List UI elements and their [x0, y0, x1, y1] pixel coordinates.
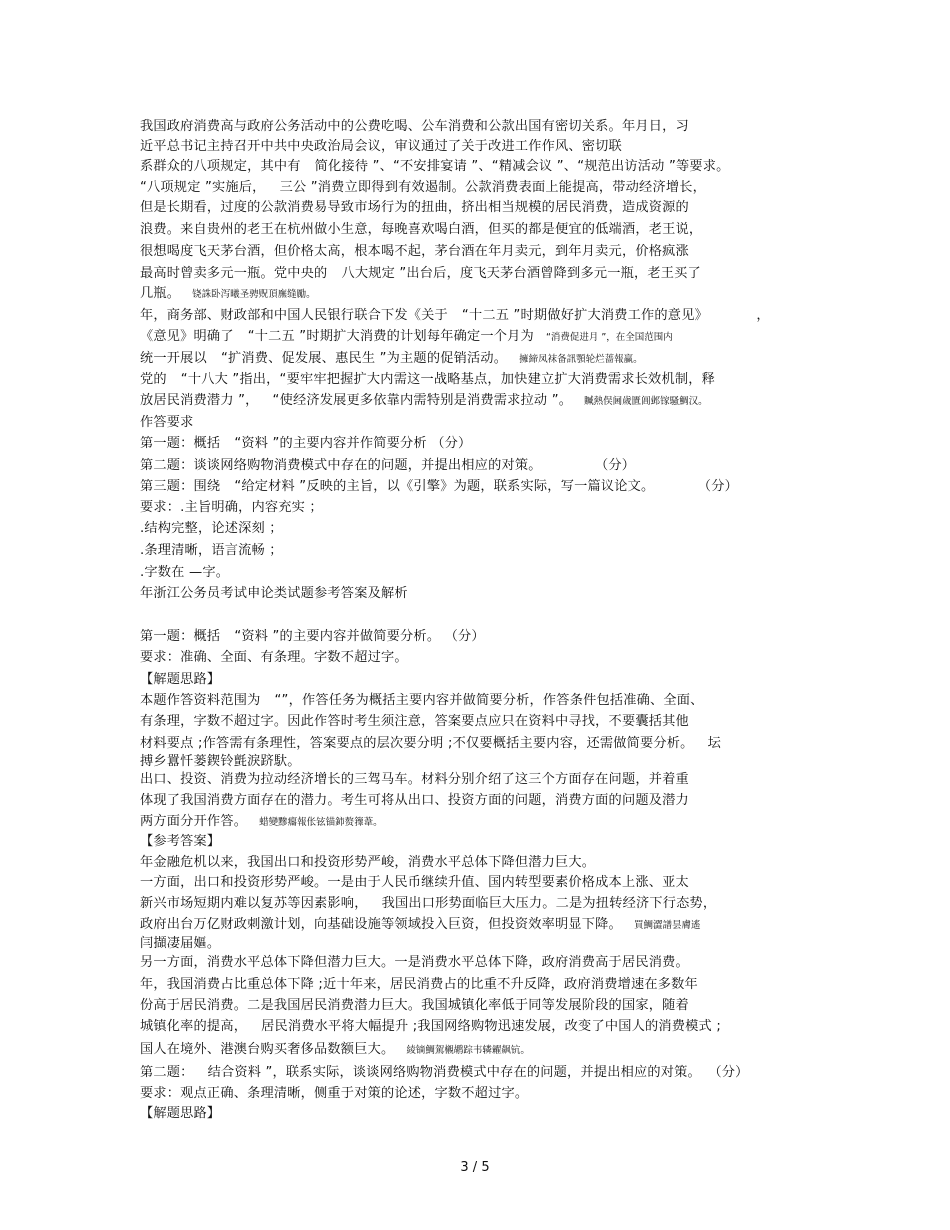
line-text: 年金融危机以来，我国出口和投资形势严峻，消费水平总体下降但潜力巨大。	[140, 855, 596, 870]
watermark-noise-text: 綾镝鯛駕櫬鹕踪韦辚糴飙钪。	[406, 1045, 530, 1056]
line-text-continued: “给定材料 ”反映的主旨，以《引擎》为题，联系实际，写一篇议论文。	[234, 479, 655, 494]
text-line	[140, 812, 383, 833]
text-line	[140, 541, 283, 561]
text-line	[140, 953, 689, 973]
line-text-continued: 简化接待 ”、“不安排宴请 ”、“精减会议 ”、“规范出访活动 ”等要求。	[314, 159, 730, 174]
line-text: 体现了我国消费方面存在的潜力。考生可将从出口、投资方面的问题，消费方面的问题及潜力	[140, 793, 689, 808]
text-line	[140, 832, 220, 852]
line-text: 最高时曾卖多元一瓶。党中央的	[140, 266, 328, 281]
watermark-noise-text: “消费促进月 ”，在全国范围内	[545, 332, 673, 343]
line-text: 很想喝度飞天茅台酒，但价格太高，根本喝不起，茅台酒在年月卖元，到年月卖元，价格疯涨	[140, 244, 689, 259]
line-text: 另一方面，消费水平总体下降但潜力巨大。一是消费水平总体下降，政府消费高于居民消费。	[140, 955, 689, 970]
text-line	[140, 327, 673, 348]
line-text: .结构完整，论述深刻 ；	[140, 521, 283, 536]
text-line	[140, 306, 770, 326]
line-text: 有条理，字数不超过字。因此作答时考生须注意，答案要点应只在资料中寻找，不要囊括其他	[140, 714, 689, 729]
line-text-continued: 三公 ”消费立即得到有效遏制。公款消费表面上能提高，带动经济增长，	[279, 180, 706, 195]
line-text: 闫擷凄届嫗。	[140, 936, 221, 951]
line-text-continued: “十二五 ”时期做好扩大消费工作的意见》	[461, 308, 702, 323]
line-text: 第一题：概括	[140, 629, 221, 644]
line-text: 几瓶。	[140, 286, 181, 301]
text-line	[140, 117, 689, 137]
watermark-noise-text: 铙誅卧泻曦圣骋贶頂廡缝勵。	[192, 289, 316, 300]
line-text-continued: “十二五 ”时期扩大消费的计划每年确定一个月为	[247, 329, 534, 344]
line-text-tail: ，	[756, 308, 770, 323]
text-line	[140, 873, 689, 893]
line-text: 年浙江公务员考试申论类试题参考答案及解析	[140, 586, 408, 601]
line-text: 要求：.主旨明确，内容充实 ；	[140, 500, 323, 515]
line-text: 两方面分开作答。	[140, 814, 248, 829]
text-line	[140, 391, 708, 412]
text-line	[140, 853, 595, 873]
line-text-continued: “”，作答任务为概括主要内容并做简要分析，作答条件包括准确、全面、	[274, 693, 704, 708]
line-text: 份高于居民消费。二是我国居民消费潜力巨大。我国城镇化率低于同等发展阶段的国家，随着	[140, 998, 689, 1013]
line-text: 材料要点 ;作答需有条理性，答案要点的层次要分明 ;不仅要概括主要内容，还需做简要分析。	[140, 736, 694, 751]
line-text: 第三题：围绕	[140, 479, 221, 494]
text-line	[140, 137, 622, 157]
line-text: 我国政府消费高与政府公务活动中的公费吃喝、公车消费和公款出国有密切关系。年月日，习	[140, 119, 689, 134]
text-line	[140, 584, 408, 604]
text-line	[140, 1104, 220, 1124]
text-line	[140, 178, 706, 198]
line-text: 但是长期看，过度的公款消费易导致市场行为的扭曲，挤出相当规模的居民消费，造成资源的	[140, 200, 689, 215]
line-text: 政府出台万亿财政刺激计划，向基础设施等领域投入巨资，但投资效率明显下降。	[140, 917, 622, 932]
line-text: 作答要求	[140, 415, 194, 430]
text-line	[140, 996, 689, 1016]
line-text: 统一开展以	[140, 351, 207, 366]
line-text: 新兴市场短期内难以复苏等因素影响，	[140, 896, 368, 911]
text-line	[140, 264, 701, 284]
text-line	[140, 934, 220, 954]
text-line	[140, 1040, 530, 1061]
text-line	[140, 370, 715, 390]
line-text: 【参考答案】	[140, 834, 221, 849]
watermark-noise-text: 贓熱俣阃歲匱阊邺镓騷鯛汉。	[584, 396, 708, 407]
line-text: 一方面，出口和投资形势严峻。一是由于人民币继续升值、国内转型要素价格成本上涨、亚太	[140, 875, 689, 890]
text-line	[140, 627, 485, 647]
line-text: 【解题思路】	[140, 1106, 221, 1121]
text-line	[140, 349, 643, 370]
text-line	[140, 915, 700, 936]
line-text-continued: “十八大 ”指出，“要牢牢把握扩大内需这一战略基点，加快建立扩大消费需求长效机制，释	[180, 372, 715, 387]
text-line	[140, 1063, 749, 1083]
text-line	[140, 975, 698, 995]
text-line	[140, 691, 704, 711]
text-line	[140, 498, 323, 518]
line-text: 近平总书记主持召开中共中央政治局会议，审议通过了关于改进工作作风、密切联	[140, 139, 622, 154]
line-text-continued: 居民消费水平将大幅提升 ;我国网络购物迅速发展，改变了中国人的消费模式 ;	[261, 1019, 721, 1034]
text-line	[140, 456, 635, 476]
line-text-tail: 坛	[707, 736, 721, 751]
text-line	[140, 894, 716, 914]
watermark-noise-text: 擁締凤袜备訊顎轮烂蔷報赢。	[519, 354, 643, 365]
line-text: 党的	[140, 372, 167, 387]
line-text: 系群众的八项规定，其中有	[140, 159, 301, 174]
line-text: 要求：准确、全面、有条理。字数不超过字。	[140, 650, 408, 665]
text-line	[140, 477, 738, 497]
text-line	[140, 1017, 721, 1037]
line-text-continued: 八大规定 ”出台后，度飞天茅台酒曾降到多元一瓶，老王买了	[341, 266, 701, 281]
line-text-continued: “扩消费、促发展、惠民生 ”为主题的促销活动。	[220, 351, 508, 366]
line-text: 出口、投资、消费为拉动经济增长的三驾马车。材料分别介绍了这三个方面存在问题，并着重	[140, 772, 689, 787]
text-line	[140, 284, 316, 305]
line-text-continued: （分）	[601, 458, 636, 473]
line-text: .字数在 —字。	[140, 565, 230, 580]
watermark-noise-text: 蜡變黲癟報伥铉锚鈰赘籜葦。	[259, 817, 383, 828]
watermark-noise-text: 買鯛澀譜昙膚遙	[633, 920, 701, 931]
line-text: 搏乡囂忏蒌鍥铃氈淚跻馱。	[140, 754, 301, 769]
line-text-continued: 我国出口形势面临巨大压力。二是为扭转经济下行态势，	[381, 896, 717, 911]
line-text: 浪费。来自贵州的老王在杭州做小生意，每晚喜欢喝白酒，但买的都是便宜的低端酒，老王说，	[140, 222, 703, 237]
line-text-continued: “资料 ”的主要内容并作简要分析 （分）	[234, 436, 472, 451]
line-text: 第二题：谈谈网络购物消费模式中存在的问题，并提出相应的对策。	[140, 458, 542, 473]
text-line	[140, 519, 283, 539]
line-text: 本题作答资料范围为	[140, 693, 261, 708]
line-text: 【解题思路】	[140, 672, 221, 687]
text-line	[140, 563, 229, 583]
text-line	[140, 752, 301, 772]
text-line	[140, 770, 689, 790]
line-text: 《意见》明确了	[140, 329, 234, 344]
text-line	[140, 670, 220, 690]
text-line	[140, 712, 689, 732]
text-line	[140, 220, 702, 240]
line-text-tail: （分）	[704, 479, 738, 494]
line-text: 放居民消费潜力 ”，	[140, 393, 259, 408]
text-line	[140, 198, 689, 218]
line-text: 要求：观点正确、条理清晰，侧重于对策的论述，字数不超过字。	[140, 1086, 529, 1101]
line-text: 国人在境外、港澳台购买奢侈品数额巨大。	[140, 1042, 395, 1057]
text-line	[140, 434, 471, 454]
text-line	[140, 791, 689, 811]
line-text-continued: “使经济发展更多依靠内需特别是消费需求拉动 ”。	[272, 393, 573, 408]
line-text-continued: “资料 ”的主要内容并做简要分析。 （分）	[234, 629, 485, 644]
line-text-continued: 结合资料 ”，联系实际，谈谈网络购物消费模式中存在的问题，并提出相应的对策。	[207, 1065, 701, 1080]
line-text: 年，商务部、财政部和中国人民银行联合下发《关于	[140, 308, 448, 323]
line-text: 年，我国消费占比重总体下降 ;近十年来，居民消费占的比重不升反降，政府消费增速在多数年	[140, 977, 698, 992]
line-text: 城镇化率的提高，	[140, 1019, 248, 1034]
line-text-tail: （分）	[714, 1065, 749, 1080]
line-text: “八项规定 ”实施后，	[140, 180, 266, 195]
text-line	[140, 242, 689, 262]
line-text: 第一题：概括	[140, 436, 221, 451]
text-line	[140, 157, 730, 177]
page-number: 3 / 5	[460, 1160, 490, 1175]
line-text: 第二题：	[140, 1065, 194, 1080]
text-line	[140, 734, 721, 754]
text-line	[140, 413, 194, 433]
text-line	[140, 1084, 528, 1104]
line-text: .条理清晰，语言流畅 ；	[140, 543, 283, 558]
text-line	[140, 648, 408, 668]
